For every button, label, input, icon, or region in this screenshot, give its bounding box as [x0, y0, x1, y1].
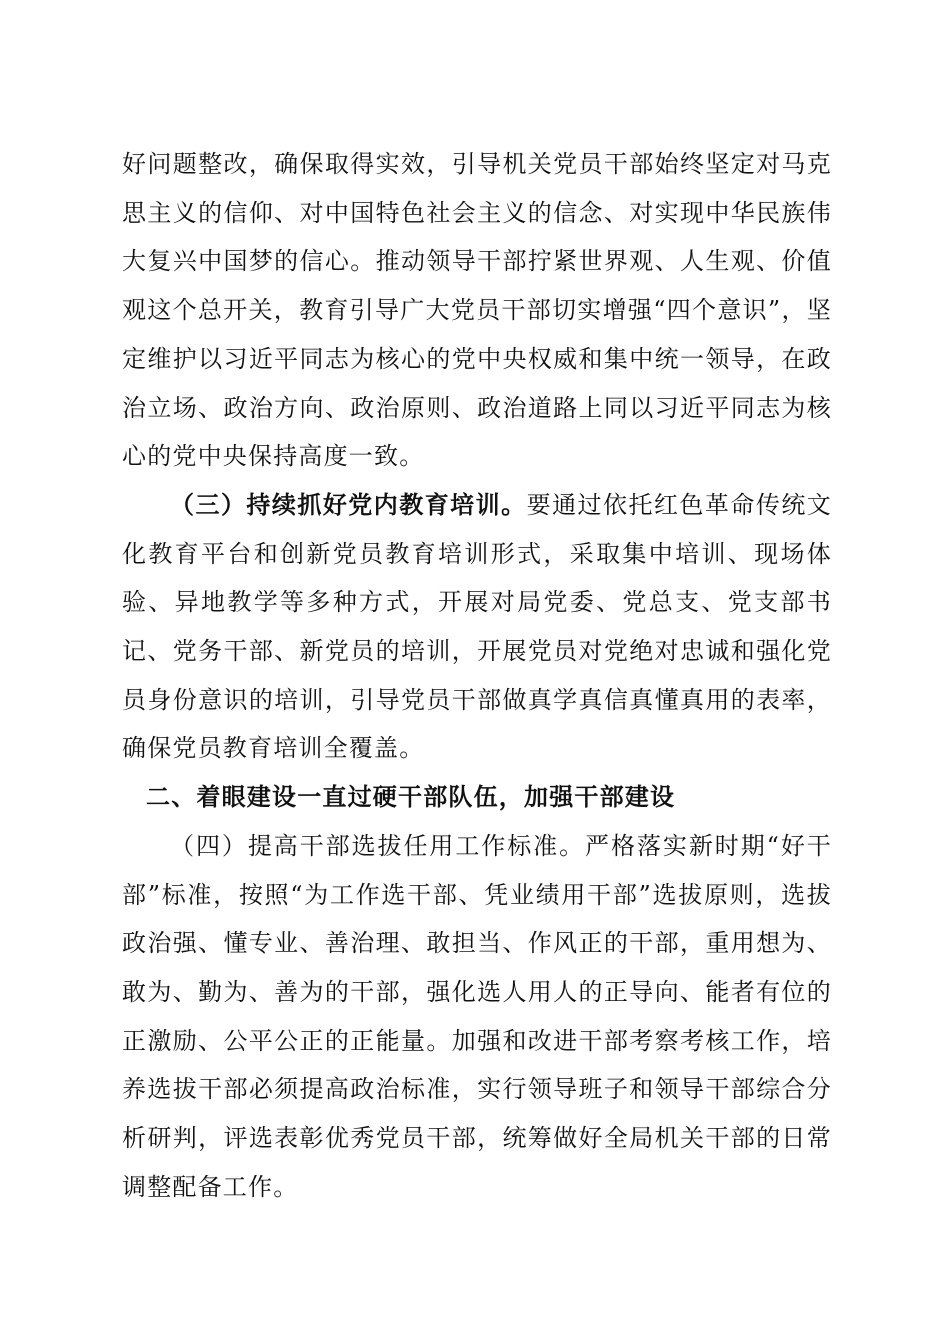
paragraph-continuation: 好问题整改，确保取得实效，引导机关党员干部始终坚定对马克思主义的信仰、对中国特色社会主义的信念、对实现中华民族伟大复兴中国梦的信心。推动领导干部拧紧世界观、人生观、价值观这个总开关，教育引导广大党员干部切实增强“四个意识”，坚定维护以习近平同志为核心的党中央权威和集中统一领导，在政治立场、政治方向、政治原则、政治道路上同以习近平同志为核心的党中央保持高度一致。	[122, 150, 832, 471]
paragraph-lead-heading: （三）持续抓好党内教育培训。	[170, 490, 527, 519]
paragraph-education-training	[122, 481, 832, 773]
section-heading: 二、着眼建设一直过硬干部队伍，加强干部建设	[146, 783, 676, 812]
document-body	[122, 140, 832, 1211]
paragraph-cadre-selection: （四）提高干部选拔任用工作标准。严格落实新时期“好干部”标准，按照“为工作选干部、凭业绩用干部”选拔原则，选拔政治强、懂专业、善治理、敢担当、作风正的干部，重用想为、敢为、勤为、善为的干部，强化选人用人的正导向、能者有位的正激励、公平公正的正能量。加强和改进干部考察考核工作，培养选拔干部必须提高政治标准，实行领导班子和领导干部综合分析研判，评选表彰优秀党员干部，统筹做好全局机关干部的日常调整配备工作。	[122, 831, 832, 1201]
paragraph-body: 要通过依托红色革命传统文化教育平台和创新党员教育培训形式，采取集中培训、现场体验、异地教学等多种方式，开展对局党委、党总支、党支部书记、党务干部、新党员的培训，开展党员对党绝对忠诚和强化党员身份意识的培训，引导党员干部做真学真信真懂真用的表率，确保党员教育培训全覆盖。	[122, 490, 832, 763]
